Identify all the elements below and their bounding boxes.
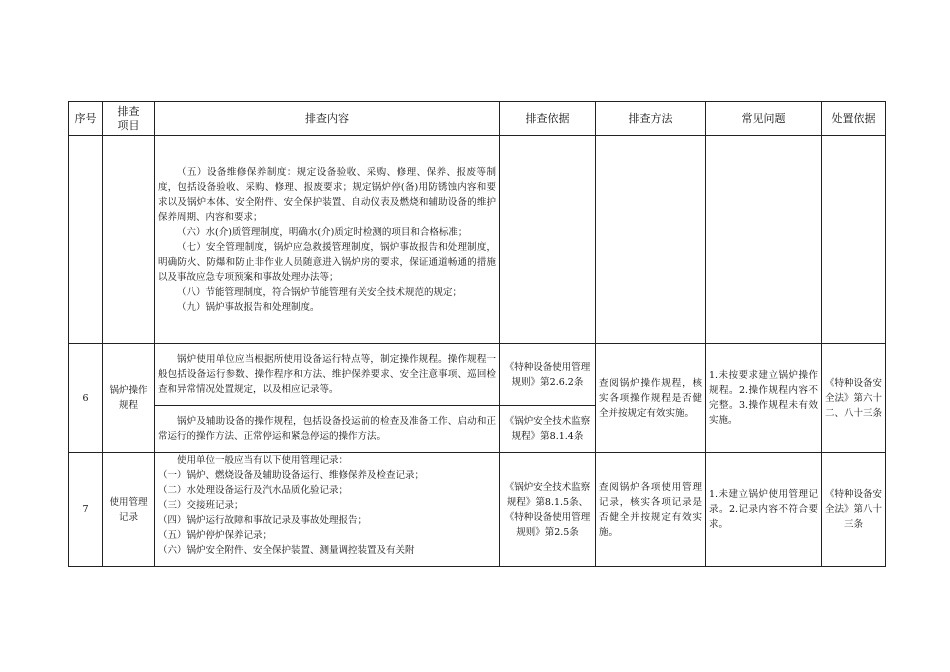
- cont-basis-cell: [500, 136, 596, 344]
- row7-content-line: 使用单位一般应当有以下使用管理记录：: [177, 455, 349, 466]
- content-paragraph: （八）节能管理制度，符合锅炉节能管理有关安全技术规范的规定；: [177, 286, 463, 298]
- row7-method: 查阅锅炉各项使用管理记录，核实各项记录是否健全并按规定有效实施。: [596, 453, 706, 567]
- row6-problems: 1.未按要求建立锅炉操作规程。2.操作规程内容不完整。3.操作规程未有效实施。: [706, 344, 822, 453]
- content-paragraph: （五）设备维修保养制度：规定设备验收、采购、修理、保养、报废等制度，包括设备验收、采购、修理、报废要求；规定锅炉停(备)用防锈蚀内容和要求以及锅炉本体、安全附件、安全保护装置、自动仪表及燃烧和辅助设备的维护保养周期、内容和要求；: [158, 166, 496, 223]
- header-method: 排查方法: [596, 102, 706, 136]
- row7-content-line: （二）水处理设备运行及汽水品质化验记录；: [158, 485, 349, 496]
- content-paragraph: （六）水(介)质管理制度，明确水(介)质定时检测的项目和合格标准；: [177, 226, 468, 238]
- cont-item-cell: [103, 136, 155, 344]
- row6-content-a-cell: [155, 344, 500, 406]
- row7-problems: 1.未建立锅炉使用管理记录。2.记录内容不符合要求。: [706, 453, 822, 567]
- row6-content-a: 锅炉使用单位应当根据所使用设备运行特点等，制定操作规程。操作规程一般包括设备运行参数、操作程序和方法、维护保养要求、安全注意事项、巡回检查和异常情况处置规定，以及相应记录等。: [158, 354, 496, 395]
- row7-content-cell: [155, 453, 500, 567]
- row6-content-b-cell: [155, 406, 500, 453]
- header-problems: 常见问题: [706, 102, 822, 136]
- row7-content-line: （三）交接班记录；: [158, 500, 244, 511]
- content-paragraph: （九）锅炉事故报告和处理制度。: [177, 301, 320, 313]
- row6-method: 查阅锅炉操作规程，核实各项操作规程是否健全并按规定有效实施。: [596, 344, 706, 453]
- content-paragraph: （七）安全管理制度，锅炉应急救援管理制度，锅炉事故报告和处理制度，明确防火、防爆和防止非作业人员随意进入锅炉房的要求，保证通道畅通的措施以及事故应急专项预案和事故处理办法等；: [158, 241, 496, 283]
- row6-serial: 6: [69, 344, 103, 453]
- cont-method-cell: [596, 136, 706, 344]
- header-item-text: 排查 项目: [117, 104, 140, 132]
- row6-item: 锅炉操作规程: [103, 344, 155, 453]
- row7-content-line: （五）锅炉停炉保养记录；: [158, 530, 273, 541]
- row7-content-line: （六）锅炉安全附件、安全保护装置、测量调控装置及有关附: [158, 545, 415, 556]
- header-content: 排查内容: [155, 102, 500, 136]
- table-row-7: [69, 453, 886, 567]
- row6-content-b: 锅炉及辅助设备的操作规程，包括设备投运前的检查及准备工作、启动和正常运行的操作方法、正常停运和紧急停运的操作方法。: [158, 416, 496, 442]
- row6-disposal: 《特种设备安全法》第六十二、八十三条: [822, 344, 886, 453]
- cont-problems-cell: [706, 136, 822, 344]
- cont-serial-cell: [69, 136, 103, 344]
- cont-content-cell: [155, 136, 500, 344]
- row6-basis-a: 《特种设备使用管理规则》第2.6.2条: [500, 344, 596, 406]
- header-item: [103, 102, 155, 136]
- row7-content-line: （四）锅炉运行故障和事故记录及事故处理报告；: [158, 515, 368, 526]
- table-row-6: [69, 344, 886, 406]
- row7-content-line: （一）锅炉、燃烧设备及辅助设备运行、维修保养及检查记录；: [158, 470, 425, 481]
- inspection-table: [68, 101, 886, 567]
- table-row-continued: [69, 136, 886, 344]
- header-basis: 排查依据: [500, 102, 596, 136]
- row7-basis: 《锅炉安全技术监察规程》第8.1.5条、《特种设备使用管理规则》第2.5条: [500, 453, 596, 567]
- row7-serial: 7: [69, 453, 103, 567]
- header-serial-number: 序号: [69, 102, 103, 136]
- header-row: [69, 102, 886, 136]
- row7-disposal: 《特种设备安全法》第八十三条: [822, 453, 886, 567]
- row6-basis-b: 《锅炉安全技术监察规程》第8.1.4条: [500, 406, 596, 453]
- cont-disposal-cell: [822, 136, 886, 344]
- row7-item: 使用管理记录: [103, 453, 155, 567]
- header-disposal: 处置依据: [822, 102, 886, 136]
